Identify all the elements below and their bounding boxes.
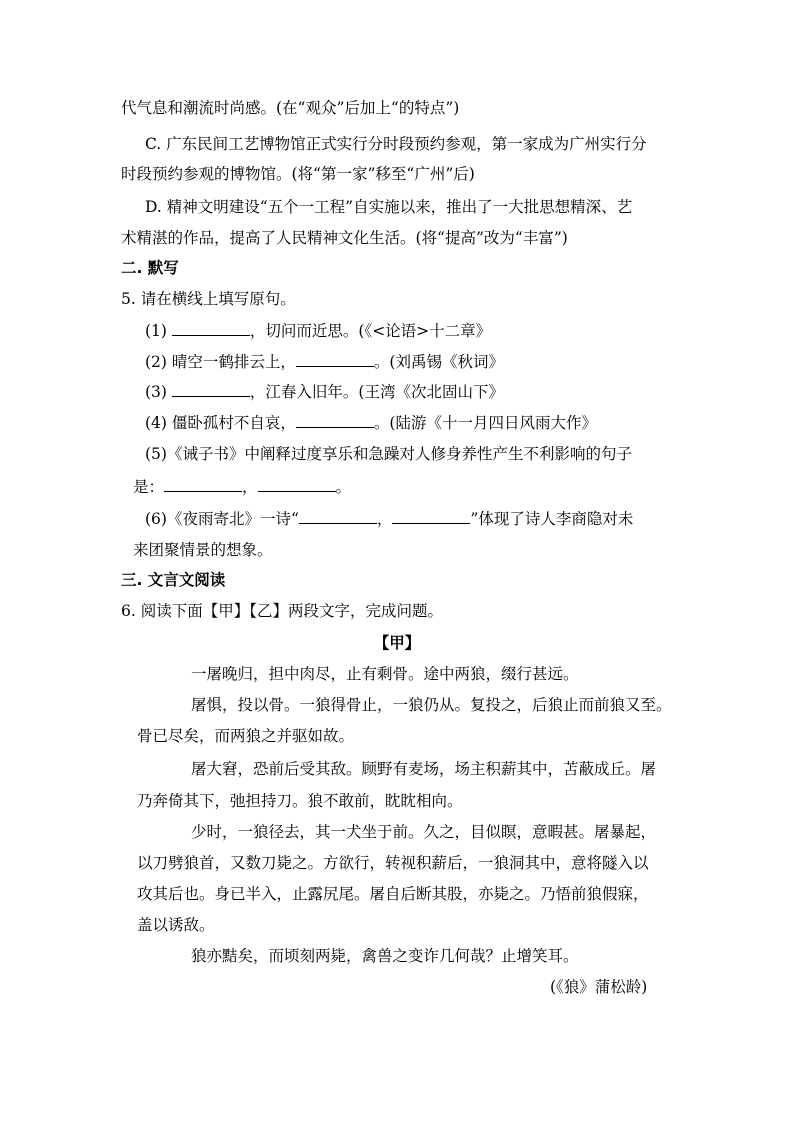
- q5-item-5-line2: [133, 476, 351, 497]
- q5-item-3-suffix: ，江春入旧年。(王湾《次北固山下》: [249, 383, 504, 401]
- q5-item-1-prefix: (1): [145, 322, 172, 340]
- q4-option-c-line2: 时段预约参观的博物馆。(将“第一家”移至“广州”后): [121, 165, 475, 183]
- q5-item-1: [145, 320, 491, 341]
- q5-item-2-blank[interactable]: [296, 351, 374, 367]
- question-5-stem: 5. 请在横线上填写原句。: [121, 290, 296, 308]
- q5-item-3: [145, 381, 504, 402]
- q4-option-c-line1: C. 广东民间工艺博物馆正式实行分时段预约参观，第一家成为广州实行分: [145, 135, 647, 153]
- q5-item-6-blank-1[interactable]: [299, 508, 377, 524]
- passage-paragraph-4-line4: 盖以诱敌。: [137, 916, 215, 934]
- passage-paragraph-3-line2: 乃奔倚其下，弛担持刀。狼不敢前，眈眈相向。: [137, 792, 463, 810]
- question-6-stem: 6. 阅读下面【甲】【乙】两段文字，完成问题。: [121, 602, 443, 620]
- q5-item-2-prefix: (2) 晴空一鹤排云上，: [145, 353, 296, 371]
- passage-paragraph-2-line1: 屠惧，投以骨。一狼得骨止，一狼仍从。复投之，后狼止而前狼又至。: [191, 696, 672, 714]
- passage-paragraph-4-line2: 以刀劈狼首，又数刀毙之。方欲行，转视积薪后，一狼洞其中，意将隧入以: [137, 854, 649, 872]
- q5-item-3-prefix: (3): [145, 383, 172, 401]
- passage-paragraph-4-line3: 攻其后也。身已半入，止露尻尾。屠自后断其股，亦毙之。乃悟前狼假寐，: [137, 885, 649, 903]
- q5-item-6-line1: [145, 508, 633, 529]
- q5-item-3-blank[interactable]: [172, 381, 250, 397]
- q5-item-4: [145, 412, 597, 433]
- q5-item-6-blank-2[interactable]: [392, 508, 470, 524]
- q5-item-5-prefix: 是：: [133, 478, 165, 496]
- q4-option-b-line2: 代气息和潮流时尚感。(在“观众”后加上“的特点”): [121, 99, 460, 117]
- passage-label-jia: 【甲】: [373, 634, 421, 652]
- passage-paragraph-2-line2: 骨已尽矣，而两狼之并驱如故。: [137, 727, 355, 745]
- passage-source: (《狼》蒲松龄): [550, 978, 648, 996]
- q5-item-5-blank-2[interactable]: [258, 476, 336, 492]
- q5-item-5-line1: (5)《诫子书》中阐释过度享乐和急躁对人修身养性产生不利影响的句子: [145, 445, 632, 463]
- section-heading-classical-reading: 三. 文言文阅读: [121, 571, 226, 589]
- q5-item-4-suffix: 。(陆游《十一月四日风雨大作》: [373, 414, 597, 432]
- q5-item-4-blank[interactable]: [296, 412, 374, 428]
- q5-item-6-separator: ，: [376, 510, 393, 528]
- q5-item-6-line2: 来团聚情景的想象。: [133, 541, 273, 559]
- q4-option-d-line2: 术精湛的作品，提高了人民精神文化生活。(将“提高”改为“丰富”): [121, 229, 568, 247]
- q5-item-5-suffix: 。: [335, 478, 352, 496]
- passage-paragraph-5: 狼亦黠矣，而顷刻两毙，禽兽之变诈几何哉？止增笑耳。: [191, 947, 579, 965]
- q5-item-6-prefix: (6)《夜雨寄北》一诗“: [145, 510, 299, 528]
- passage-paragraph-4-line1: 少时，一狼径去，其一犬坐于前。久之，目似瞑，意暇甚。屠暴起，: [191, 823, 657, 841]
- section-heading-dictation: 二. 默写: [121, 259, 179, 277]
- passage-paragraph-3-line1: 屠大窘，恐前后受其敌。顾野有麦场，场主积薪其中，苫蔽成丘。屠: [191, 760, 657, 778]
- q5-item-5-blank-1[interactable]: [164, 476, 242, 492]
- q5-item-6-suffix: ”体现了诗人李商隐对未: [470, 510, 634, 528]
- q5-item-2-suffix: 。(刘禹锡《秋词》: [373, 353, 504, 371]
- q5-item-1-suffix: ，切问而近思。(《<论语>十二章》: [249, 322, 492, 340]
- q5-item-2: [145, 351, 504, 372]
- passage-paragraph-1: 一屠晚归，担中肉尽，止有剩骨。途中两狼，缀行甚远。: [191, 665, 579, 683]
- q5-item-5-separator: ，: [242, 478, 258, 496]
- q4-option-d-line1: D. 精神文明建设“五个一工程”自实施以来，推出了一大批思想精深、艺: [145, 198, 633, 216]
- q5-item-4-prefix: (4) 僵卧孤村不自哀，: [145, 414, 296, 432]
- q5-item-1-blank[interactable]: [172, 320, 250, 336]
